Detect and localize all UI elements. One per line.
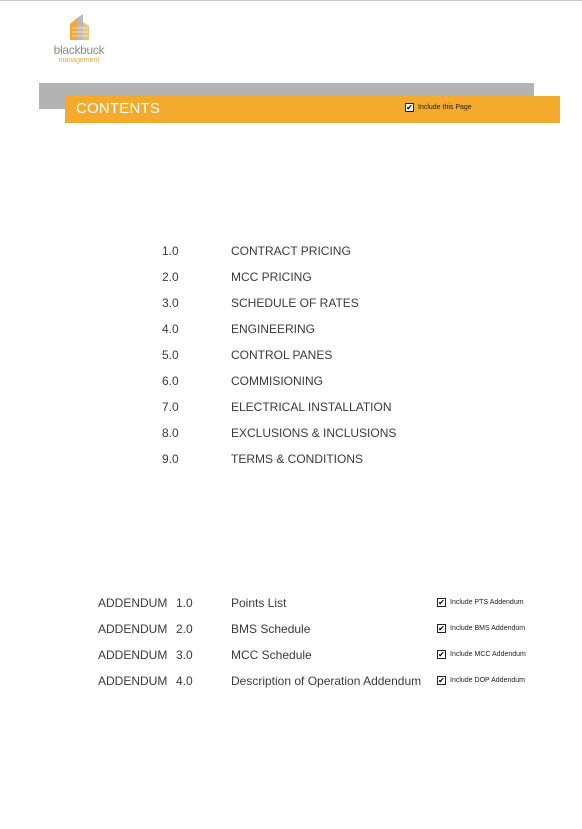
checkbox-checked-icon[interactable]: ✔ [438, 675, 445, 685]
checkbox-checked-icon[interactable]: ✔ [438, 623, 445, 633]
contents-item-label: MCC PRICING [231, 270, 312, 284]
checkbox-checked-icon[interactable]: ✔ [438, 649, 445, 659]
include-bms-addendum-checkbox[interactable] [437, 624, 525, 633]
contents-item-number: 3.0 [162, 296, 179, 310]
addendum-number: 2.0 [176, 622, 193, 636]
include-dop-addendum-checkbox[interactable] [437, 676, 525, 685]
include-mcc-addendum-checkbox[interactable] [437, 650, 526, 659]
addendum-number: 1.0 [176, 596, 193, 610]
contents-item-number: 5.0 [162, 348, 179, 362]
page-title: CONTENTS [76, 100, 161, 117]
contents-item-number: 6.0 [162, 374, 179, 388]
addendum-label: MCC Schedule [231, 648, 312, 662]
contents-item-number: 4.0 [162, 322, 179, 336]
contents-item-label: TERMS & CONDITIONS [231, 452, 364, 466]
checkbox-label: Include PTS Addendum [450, 599, 524, 606]
contents-item-number: 2.0 [162, 270, 179, 284]
logo-wordmark: blackbuck [53, 43, 105, 57]
building-logo-icon [66, 14, 92, 42]
addendum-word: ADDENDUM [98, 622, 168, 636]
contents-item-label: ELECTRICAL INSTALLATION [231, 400, 392, 414]
checkbox-label: Include MCC Addendum [450, 651, 526, 658]
company-logo [48, 14, 110, 70]
checkbox-label: Include DOP Addendum [450, 677, 525, 684]
addendum-label: Description of Operation Addendum [231, 674, 422, 688]
contents-item-label: EXCLUSIONS & INCLUSIONS [231, 426, 397, 440]
addendum-label: Points List [231, 596, 287, 610]
contents-item-number: 1.0 [162, 244, 179, 258]
contents-item-label: ENGINEERING [231, 322, 316, 336]
addendum-number: 3.0 [176, 648, 193, 662]
addendum-word: ADDENDUM [98, 648, 168, 662]
header-orange-band [65, 96, 560, 123]
include-page-label: Include this Page [418, 104, 472, 111]
contents-item-label: CONTROL PANES [231, 348, 333, 362]
checkbox-checked-icon[interactable]: ✔ [406, 102, 413, 112]
addendum-word: ADDENDUM [98, 674, 168, 688]
contents-item-number: 8.0 [162, 426, 179, 440]
top-rule [0, 0, 582, 1]
checkbox-label: Include BMS Addendum [450, 625, 526, 632]
checkbox-checked-icon[interactable]: ✔ [438, 597, 445, 607]
contents-item-label: COMMISIONING [231, 374, 323, 388]
include-pts-addendum-checkbox[interactable] [437, 598, 524, 607]
contents-item-label: SCHEDULE OF RATES [231, 296, 359, 310]
include-page-checkbox[interactable] [405, 103, 472, 112]
addendum-label: BMS Schedule [231, 622, 311, 636]
logo-subtitle: management [58, 57, 100, 64]
contents-item-number: 9.0 [162, 452, 179, 466]
addendum-number: 4.0 [176, 674, 193, 688]
contents-item-label: CONTRACT PRICING [231, 244, 351, 258]
addendum-word: ADDENDUM [98, 596, 168, 610]
contents-item-number: 7.0 [162, 400, 179, 414]
